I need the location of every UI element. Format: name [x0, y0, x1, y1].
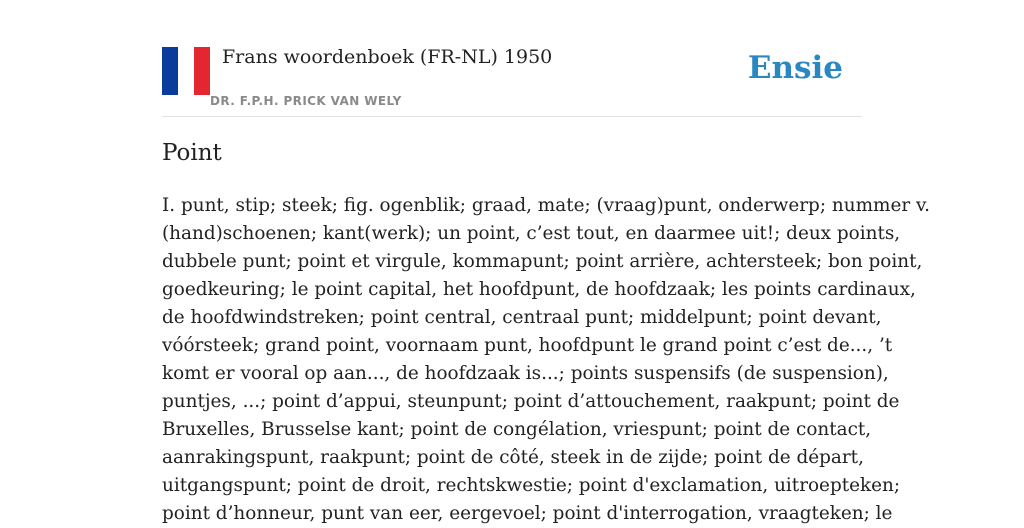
ensie-logo[interactable]: Ensie [747, 50, 843, 86]
author-name[interactable]: DR. F.P.H. PRICK VAN WELY [210, 94, 402, 108]
definition-line: vóórsteek; grand point, voornaam punt, hoofdpunt le grand point c’est de..., ’t [162, 335, 893, 356]
header [162, 0, 862, 117]
definition-line: uitgangspunt; point de droit, rechtskwestie; point d'exclamation, uitroepteken; [162, 475, 901, 496]
definition-line: Bruxelles, Brusselse kant; point de congélation, vriespunt; point de contact, [162, 419, 872, 440]
definition-line: dubbele punt; point et virgule, kommapunt; point arrière, achtersteek; bon point, [162, 251, 923, 272]
headword: Point [162, 140, 222, 166]
definition-line: aanrakingspunt, raakpunt; point de côté, steek in de zijde; point de départ, [162, 447, 864, 468]
definition-line: de hoofdwindstreken; point central, centraal punt; middelpunt; point devant, [162, 307, 882, 328]
definition-line: I. punt, stip; steek; fig. ogenblik; graad, mate; (vraag)punt, onderwerp; nummer v. [162, 195, 931, 216]
definition-text [162, 192, 931, 528]
dictionary-title[interactable]: Frans woordenboek (FR-NL) 1950 [222, 46, 553, 68]
definition-line: point d’honneur, punt van eer, eergevoel; point d'interrogation, vraagteken; le [162, 503, 893, 524]
france-flag-icon [162, 47, 210, 95]
definition-line: puntjes, ...; point d’appui, steunpunt; point d’attouchement, raakpunt; point de [162, 391, 900, 412]
entry-card [162, 0, 931, 524]
definition-line: (hand)schoenen; kant(werk); un point, c’est tout, en daarmee uit!; deux points, [162, 223, 901, 244]
definition-line: goedkeuring; le point capital, het hoofdpunt, de hoofdzaak; les points cardinaux, [162, 279, 916, 300]
definition-line: komt er vooral op aan..., de hoofdzaak is...; points suspensifs (de suspension), [162, 363, 889, 384]
